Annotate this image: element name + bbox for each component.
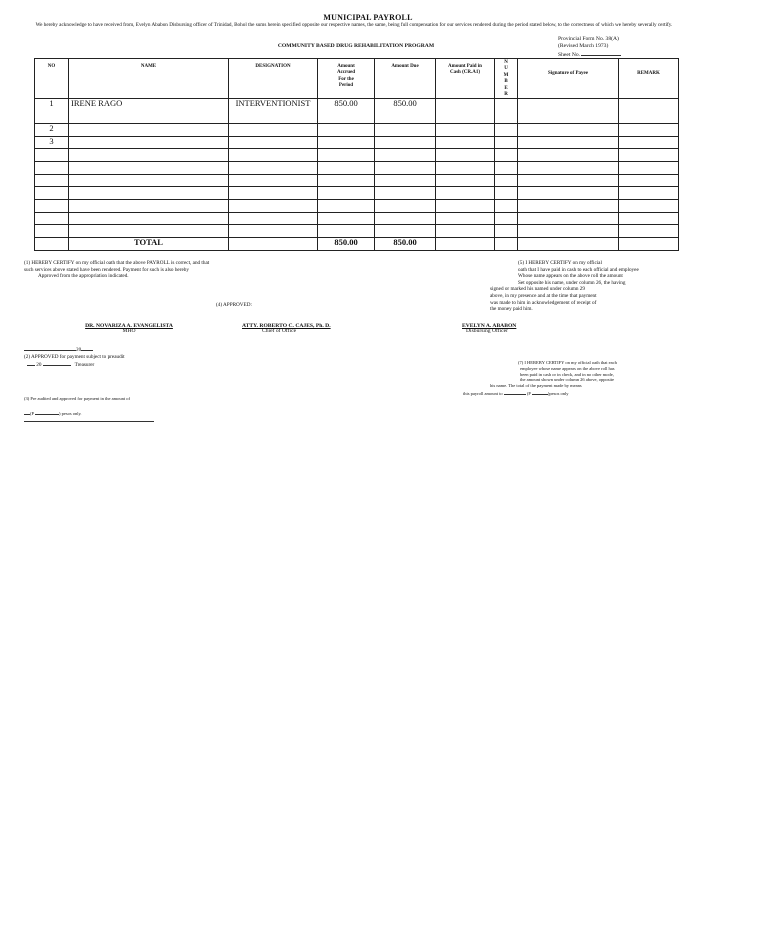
table-row xyxy=(35,200,679,213)
cell-remark xyxy=(619,212,679,225)
signatory-chief xyxy=(242,323,344,334)
certification-1 xyxy=(24,260,274,280)
cell-number xyxy=(495,200,518,213)
date-year-prefix: 20 xyxy=(36,362,42,369)
cell-paid xyxy=(436,212,495,225)
cell-paid xyxy=(436,200,495,213)
col-header-designation: DESIGNATION xyxy=(229,59,318,99)
table-row xyxy=(35,123,679,136)
cell-signature xyxy=(518,200,619,213)
cell-designation xyxy=(229,162,318,175)
signatory-disbursing xyxy=(462,323,542,334)
table-row xyxy=(35,162,679,175)
cell-accrued xyxy=(318,149,375,162)
cell-designation xyxy=(229,238,318,251)
cell-paid xyxy=(436,123,495,136)
table-row xyxy=(35,136,679,149)
form-revision: (Revised March 1973) xyxy=(558,43,609,49)
peso-open: (P xyxy=(30,411,34,416)
cell-paid xyxy=(436,99,495,124)
peso-close: )pesos only xyxy=(547,390,569,396)
cell-no xyxy=(35,200,69,213)
cell-name xyxy=(69,212,229,225)
date-blank xyxy=(43,360,71,366)
date-year-prefix: 20 xyxy=(76,347,82,353)
cell-accrued xyxy=(318,212,375,225)
col-header-name: NAME xyxy=(69,59,229,99)
cell-designation xyxy=(229,225,318,238)
header-line: Amount xyxy=(337,64,355,69)
cell-remark xyxy=(619,136,679,149)
col-header-remark: REMARK xyxy=(619,59,679,99)
cell-signature xyxy=(518,174,619,187)
cert-line: (5) I HEREBY CERTIFY on my official xyxy=(518,260,602,266)
signatory-title: Disbursing Officer xyxy=(466,328,508,334)
cell-paid xyxy=(436,162,495,175)
cell-no: 1 xyxy=(35,99,69,124)
header-letter: U xyxy=(504,66,508,72)
certification-3 xyxy=(24,396,224,402)
header-line: Accrued xyxy=(336,70,356,76)
cell-due: 850.00 xyxy=(375,99,436,124)
cell-name xyxy=(69,225,229,238)
cell-due xyxy=(375,162,436,175)
cert-line: oath that I have paid in cash to each official and employee xyxy=(518,266,639,273)
cert-line: his name. The total of the payment made by means xyxy=(490,383,582,389)
cell-accrued xyxy=(318,200,375,213)
cell-paid xyxy=(436,225,495,238)
date-blank xyxy=(24,345,76,351)
header-line: For the xyxy=(338,76,354,82)
total-row xyxy=(35,238,679,251)
col-header-signature: Signature of Payee xyxy=(518,59,619,99)
total-label: TOTAL xyxy=(69,238,229,251)
cert-line: Set opposite his name, under column 26, the having xyxy=(518,279,626,286)
cert-line: (3) Pre audited and approved for payment in the amount of xyxy=(24,396,130,401)
cert-line xyxy=(463,389,663,397)
cell-designation xyxy=(229,149,318,162)
cell-signature xyxy=(518,238,619,251)
cert-line: Approved from the appropriation indicated. xyxy=(38,273,129,280)
header-letter: N xyxy=(504,60,508,65)
date-line xyxy=(24,345,184,354)
cell-no: 3 xyxy=(35,136,69,149)
cert-line: signed or marked his named under column 29 xyxy=(490,286,585,293)
cell-remark xyxy=(619,123,679,136)
cell-paid xyxy=(436,187,495,200)
cell-name xyxy=(69,174,229,187)
cell-due xyxy=(375,123,436,136)
cert-line: was made to him in acknowledgement of receipt of xyxy=(490,299,597,306)
cell-remark xyxy=(619,187,679,200)
cert-line: the money paid him. xyxy=(490,306,533,313)
cert-line: (7) I HEREBY CERTIFY on my official oath that each xyxy=(518,360,617,365)
cell-paid xyxy=(436,136,495,149)
cell-due xyxy=(375,136,436,149)
cell-no xyxy=(35,187,69,200)
cell-number xyxy=(495,225,518,238)
cell-designation: INTERVENTIONIST xyxy=(229,99,318,124)
cell-designation xyxy=(229,136,318,149)
cert-line: (2) APPROVED for payment subject to preaudit xyxy=(24,353,125,360)
cell-number xyxy=(495,212,518,225)
amount-blank xyxy=(504,389,526,395)
cert-line: (1) HEREBY CERTIFY on my official oath that the above PAYROLL is correct, and that xyxy=(24,260,210,266)
cell-remark xyxy=(619,162,679,175)
sheet-label: Sheet No. xyxy=(558,52,581,58)
cell-accrued xyxy=(318,136,375,149)
cell-no xyxy=(35,225,69,238)
amount-blank xyxy=(35,409,59,415)
payroll-title: MUNICIPAL PAYROLL xyxy=(323,13,413,22)
total-accrued: 850.00 xyxy=(318,238,375,251)
cell-number xyxy=(495,187,518,200)
cell-signature xyxy=(518,187,619,200)
table-row xyxy=(35,174,679,187)
cell-number xyxy=(495,99,518,124)
header-letter: E xyxy=(504,85,508,91)
cell-remark xyxy=(619,200,679,213)
cell-signature xyxy=(518,149,619,162)
table-row xyxy=(35,99,679,124)
form-number: Provincial Form No. 38(A) xyxy=(558,36,619,42)
cell-signature xyxy=(518,225,619,238)
cell-remark xyxy=(619,99,679,124)
cell-no xyxy=(35,162,69,175)
cell-number xyxy=(495,238,518,251)
acknowledgement-text: We hereby acknowledge to have received from, Evelyn Ababon Disbursing officer of Trinidad, Bohol the sums herein specified opposite our respective names, the same, being full compensation for our services rendered during the period stated below, to the correctness of which we hereby severally certify. xyxy=(35,22,673,28)
program-name: COMMUNITY BASED DRUG REHABILITATION PROGRAM xyxy=(277,43,435,49)
cell-name: IRENE RAGO xyxy=(69,99,229,124)
header-line: Cash (CR.A1) xyxy=(450,70,480,76)
signatory-mho xyxy=(78,323,180,334)
peso-open: (P xyxy=(526,390,531,396)
cell-accrued xyxy=(318,225,375,238)
cert-text: this payroll amount to xyxy=(463,390,503,396)
cell-number xyxy=(495,123,518,136)
header-line: Amount Paid in xyxy=(448,64,482,69)
cell-remark xyxy=(619,225,679,238)
cell-due xyxy=(375,200,436,213)
header-letter: R xyxy=(504,92,508,98)
cert-line: Whose name appears on the above roll the amount xyxy=(518,273,623,280)
table-row xyxy=(35,149,679,162)
cell-due xyxy=(375,149,436,162)
cell-no xyxy=(35,174,69,187)
cell-designation xyxy=(229,187,318,200)
cell-remark xyxy=(619,238,679,251)
signature-line xyxy=(24,421,154,422)
cell-accrued xyxy=(318,174,375,187)
cell-due xyxy=(375,225,436,238)
certification-3-amount xyxy=(24,409,224,417)
cell-accrued xyxy=(318,187,375,200)
date-year-blank xyxy=(81,345,93,351)
cell-designation xyxy=(229,174,318,187)
cell-name xyxy=(69,123,229,136)
cell-accrued xyxy=(318,162,375,175)
cert-line: been paid in cash or in check, and in no other mode, xyxy=(520,371,614,377)
col-header-paid xyxy=(436,59,495,99)
signatory-title: Chief of Office xyxy=(262,328,297,334)
total-due: 850.00 xyxy=(375,238,436,251)
table-header-row xyxy=(35,59,679,99)
cell-signature xyxy=(518,162,619,175)
cell-designation xyxy=(229,200,318,213)
cell-signature xyxy=(518,123,619,136)
cell-remark xyxy=(619,174,679,187)
cell-due xyxy=(375,187,436,200)
cell-number xyxy=(495,149,518,162)
cell-number xyxy=(495,136,518,149)
peso-close: ) pesos only. xyxy=(58,411,82,416)
cell-name xyxy=(69,162,229,175)
header-letter: M xyxy=(503,72,509,78)
date-blank xyxy=(27,360,35,366)
cell-accrued: 850.00 xyxy=(318,99,375,124)
cell-number xyxy=(495,162,518,175)
cell-designation xyxy=(229,212,318,225)
header-letter: B xyxy=(504,79,508,85)
cell-signature xyxy=(518,212,619,225)
approved-label: (4) APPROVED: xyxy=(216,302,252,308)
header-line: Period xyxy=(338,83,354,89)
treasurer-line xyxy=(24,360,184,369)
cell-name xyxy=(69,187,229,200)
amount-blank xyxy=(532,389,548,395)
cell-paid xyxy=(436,238,495,251)
cell-number xyxy=(495,174,518,187)
table-row xyxy=(35,187,679,200)
table-row xyxy=(35,212,679,225)
cell-no xyxy=(35,149,69,162)
cert-line: above, in my presence and at the time that payment xyxy=(490,292,597,299)
cert-line: such services above stated have been rendered. Payment for such is also hereby xyxy=(24,266,189,273)
cell-due xyxy=(375,174,436,187)
payroll-table xyxy=(34,58,679,251)
cell-no xyxy=(35,212,69,225)
signatory-name: ATTY. ROBERTO C. CAJES, Ph. D. xyxy=(242,323,331,329)
table-row xyxy=(35,225,679,238)
col-header-number xyxy=(495,59,518,99)
treasurer-label: Treasurer xyxy=(74,362,95,369)
cell-name xyxy=(69,200,229,213)
signatory-name: EVELYN A. ABABON xyxy=(462,323,517,329)
col-header-accrued xyxy=(318,59,375,99)
cell-signature xyxy=(518,99,619,124)
cell-signature xyxy=(518,136,619,149)
cert-line: the amount shown under column 26 above, opposite xyxy=(520,377,614,383)
col-header-due: Amount Due xyxy=(375,59,436,99)
cell-name xyxy=(69,136,229,149)
cell-name xyxy=(69,149,229,162)
certification-2 xyxy=(24,345,184,369)
cell-due xyxy=(375,212,436,225)
certification-7 xyxy=(463,360,663,397)
cell-designation xyxy=(229,123,318,136)
cell-no: 2 xyxy=(35,123,69,136)
signatory-name: DR. NOVARIZA A. EVANGELISTA xyxy=(85,323,173,329)
col-header-no: NO xyxy=(35,59,69,99)
sheet-number-blank xyxy=(581,50,621,56)
certification-5 xyxy=(490,260,690,313)
cell-no xyxy=(35,238,69,251)
signatory-title: MHO xyxy=(122,328,136,334)
cell-paid xyxy=(436,149,495,162)
cell-accrued xyxy=(318,123,375,136)
cert-line: employee whose name appears on the above roll has xyxy=(520,365,615,371)
cell-paid xyxy=(436,174,495,187)
form-info xyxy=(558,36,621,59)
cell-remark xyxy=(619,149,679,162)
